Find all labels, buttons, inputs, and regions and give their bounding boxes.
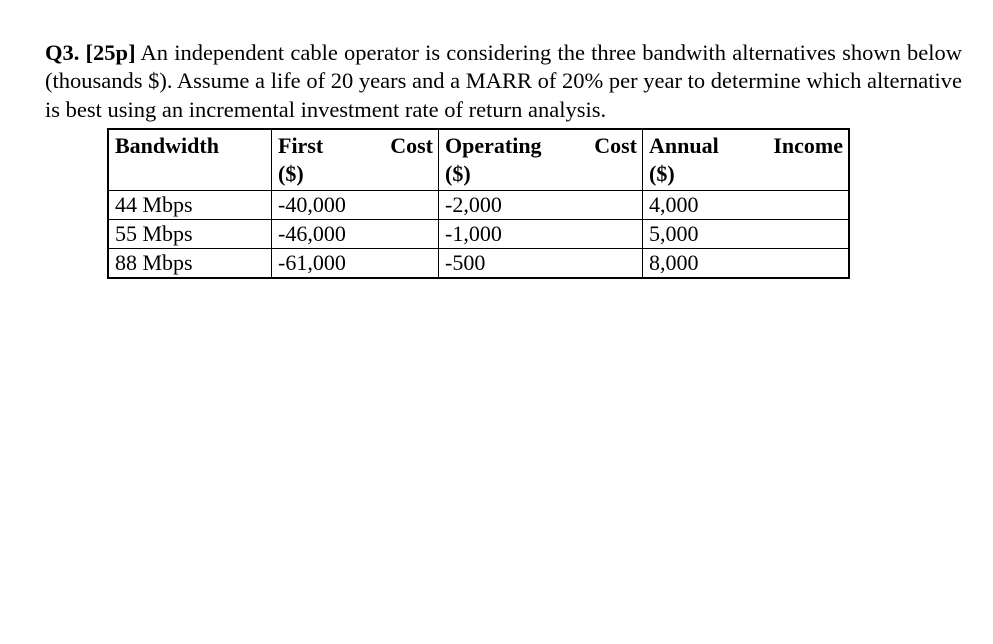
table-row: [108, 249, 849, 279]
header-bandwidth: [108, 129, 272, 191]
header-unit: ($): [649, 161, 675, 186]
cell-operating-cost: -1,000: [439, 220, 643, 249]
cell-annual-income: 5,000: [643, 220, 850, 249]
cell-bandwidth: 44 Mbps: [108, 191, 272, 220]
header-text: Operating: [445, 133, 542, 158]
cell-annual-income: 8,000: [643, 249, 850, 279]
header-annual-income: [643, 129, 850, 191]
header-text: Bandwidth: [115, 133, 219, 158]
table-row: [108, 220, 849, 249]
alternatives-table: [107, 128, 850, 279]
question-label: Q3. [25p]: [45, 39, 136, 65]
cell-annual-income: 4,000: [643, 191, 850, 220]
cell-bandwidth: 88 Mbps: [108, 249, 272, 279]
header-text: Cost: [390, 133, 433, 158]
cell-operating-cost: -2,000: [439, 191, 643, 220]
header-operating-cost: [439, 129, 643, 191]
question-body: An independent cable operator is considering the three bandwith alternatives shown below (thousands $). Assume a life of 20 years and a MARR of 20% per year to determine which alternative is best using an incremental investment rate of return analysis.: [45, 39, 963, 122]
cell-first-cost: -46,000: [272, 220, 439, 249]
header-unit: ($): [278, 161, 304, 186]
header-unit: ($): [445, 161, 471, 186]
table-header-row: [108, 129, 849, 191]
header-text: First: [278, 133, 324, 158]
cell-first-cost: -61,000: [272, 249, 439, 279]
cell-operating-cost: -500: [439, 249, 643, 279]
table-row: [108, 191, 849, 220]
cell-first-cost: -40,000: [272, 191, 439, 220]
question-text: [45, 39, 962, 125]
cell-bandwidth: 55 Mbps: [108, 220, 272, 249]
header-text: Income: [773, 133, 843, 158]
header-text: Cost: [594, 133, 637, 158]
header-first-cost: [272, 129, 439, 191]
header-text: Annual: [649, 133, 719, 158]
